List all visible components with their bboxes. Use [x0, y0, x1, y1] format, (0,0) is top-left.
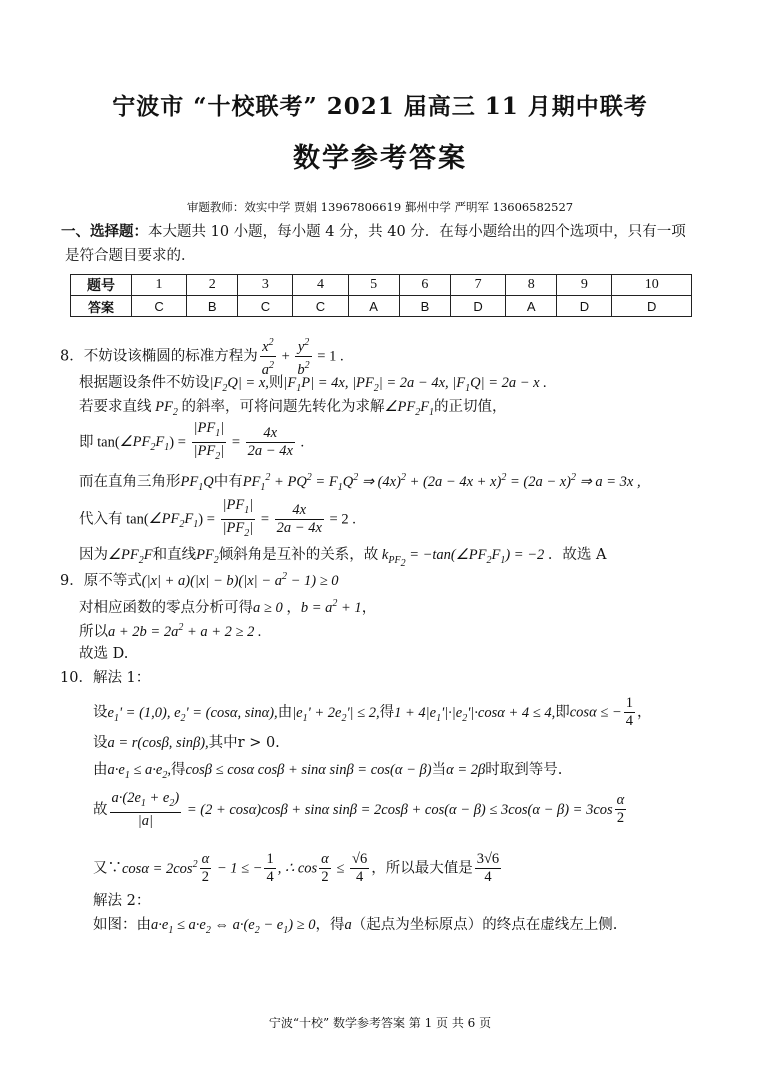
- document-subtitle: 数学参考答案: [293, 143, 467, 174]
- page-footer: 宁波“十校” 数学参考答案 第 1 页 共 6 页: [268, 1016, 492, 1030]
- question-number-cell: 2: [187, 275, 238, 296]
- section-1-text-1: 本大题共 10 小题，每小题 4 分，共 40 分．在每小题给出的四个选项中，只有一项: [148, 224, 686, 240]
- section-1-heading: 一、选择题：: [61, 223, 148, 240]
- answer-cell: C: [238, 296, 293, 317]
- question-number-cell: 6: [399, 275, 450, 296]
- question-number-cell: 5: [348, 275, 399, 296]
- q8-line-7: 因为$\angle PF_2F$和直线$PF_2$倾斜角是互补的关系，故 $k_{PF_2}$ = $-\tan(\angle PF_2F_1) = -2$ ．故选 A: [79, 547, 607, 569]
- answer-cell: D: [557, 296, 612, 317]
- q8-line-3: 若要求直线 $PF_2$ 的斜率，可将问题先转化为求解$\angle PF_2F_1$的正切值，: [79, 399, 507, 418]
- q10-line-4: 由$a\cdot e_1 \le a\cdot e_2$,得cosβ ≤ cosα cosβ + sinα sinβ = cos(α − β)当α = 2β时取到等号.: [93, 762, 563, 781]
- q10-line-8: 如图：由$a\cdot e_1 \le a\cdot e_2$ ⇔ $a\cdot(e_2 - e_1) \ge 0$，得a（起点为坐标原点）的终点在虚线左上侧.: [93, 917, 618, 936]
- q10-line-6: 又∵cosα = $2\cos^2$ $\frac{\alpha}{2}$ − 1 ≤ − $\frac{1}{4}$ , ∴ cos $\frac{\alpha}{2}$ ≤ $\frac{√6}{4}$ ，所以最大值是 $\frac{3√6}{4}$: [93, 851, 500, 885]
- q10-line-7: 解法 2：: [93, 893, 151, 909]
- answer-cell: C: [293, 296, 348, 317]
- q8-line-4: 即 $\tan(\angle PF_2F_1)$ = $\frac{|PF_1|}{|PF_2|}$ = $\frac{4x}{2a - 4x}$ .: [79, 420, 305, 462]
- answer-table-row-answers: [71, 296, 692, 317]
- answer-cell: A: [506, 296, 557, 317]
- q9-line-2: 对相应函数的零点分析可得a ≥ 0 ，$b = a^2 + 1$，: [79, 598, 377, 616]
- question-number-cell: 3: [238, 275, 293, 296]
- question-number-cell: 4: [293, 275, 348, 296]
- q10-line-5: 故 $\frac{a\cdot(2e_1 + e_2)}{|a|}$ = (2 + cosα)cosβ + sinα sinβ = 2cosβ + cos(α − β) ≤ 3cos(α − β) = 3cos $\frac{\alpha}{2}$: [93, 790, 625, 829]
- question-number-cell: 7: [451, 275, 506, 296]
- question-number-cell: 9: [557, 275, 612, 296]
- question-number-cell: 10: [612, 275, 692, 296]
- answer-cell: A: [348, 296, 399, 317]
- q8-line-5: 而在直角三角形$PF_1Q$中有$PF_1^2 + PQ^2 = F_1Q^2$ ⇒ $(4x)^2 + (2a - 4x + x)^2 = (2a - x)^2$ ⇒ a = 3x ,: [79, 472, 641, 493]
- document-title: 宁波市 “十校联考” 2021 届高三 11 月期中联考: [112, 93, 648, 120]
- answer-cell: B: [399, 296, 450, 317]
- answer-table-label-number: 题号: [71, 275, 132, 296]
- reviewers-line: 审题教师：效实中学 贾娟 13967806619 鄞州中学 严明军 13606582527: [186, 200, 574, 214]
- q8-line-6: 代入有 $\tan(\angle PF_2F_1)$ = $\frac{|PF_1|}{|PF_2|}$ = $\frac{4x}{2a - 4x}$ = 2 .: [79, 497, 356, 539]
- question-number-cell: 1: [132, 275, 187, 296]
- q9-line-1: 9．原不等式$(|x| + a)(|x| - b)(|x| - a^2 - 1) \ge 0$: [60, 571, 339, 589]
- q8-line-1: 8．不妨设该椭圆的标准方程为 $\frac{x^2}{a^2}$ + $\frac{y^2}{b^2}$ = 1 .: [60, 334, 344, 379]
- section-1-instructions: [61, 220, 705, 268]
- answer-cell: C: [132, 296, 187, 317]
- q10-line-1: 10．解法 1：: [60, 670, 151, 686]
- q9-line-3: 所以$a + 2b = 2a^2 + a + 2 \ge 2$ .: [79, 622, 262, 640]
- q9-line-4: 故选 D.: [79, 646, 129, 662]
- q8-line-2: 根据题设条件不妨设$|F_2Q| = x$,则$|F_1P| = 4x$, $|PF_2| = 2a - 4x$, $|F_1Q| = 2a - x$ .: [79, 375, 547, 394]
- answer-table: [70, 274, 692, 317]
- answer-cell: D: [612, 296, 692, 317]
- section-1-text-2: 是符合题目要求的．: [65, 248, 196, 264]
- answer-table-label-answer: 答案: [71, 296, 132, 317]
- answer-table-row-numbers: [71, 275, 692, 296]
- q10-line-3: 设a = r(cosβ, sinβ),其中r > 0.: [93, 735, 280, 751]
- answer-cell: D: [451, 296, 506, 317]
- answer-cell: B: [187, 296, 238, 317]
- question-number-cell: 8: [506, 275, 557, 296]
- q10-line-2: 设$e_1' = (1,0)$, $e_2' = (\cos\alpha$, sinα),由$|e_1' + 2e_2'| \le 2$,得$1 + 4|e_1'|\cdot|e_2'|\cdot\cos\alpha + 4 \le 4$,即cosα ≤ − $\frac{1}{4}$ ，: [93, 695, 652, 729]
